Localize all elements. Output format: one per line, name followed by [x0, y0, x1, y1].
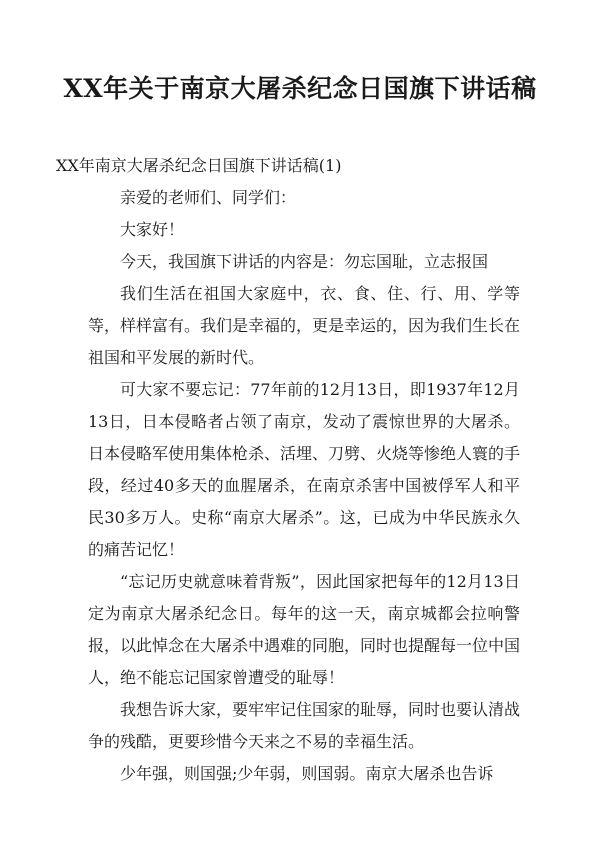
paragraph-history: 可大家不要忘记：77年前的12月13日，即1937年12月13日，日本侵略者占领了南京，发动了震惊世界的大屠杀。日本侵略军使用集体枪杀、活埋、刀劈、火烧等惨绝人寰的手段，经过40多天的血腥屠杀，在南京杀害中国被俘军人和平民30多万人。史称“南京大屠杀”。这，已成为中华民族永久的痛苦记忆！ — [88, 380, 521, 559]
greeting-line: 亲爱的老师们、同学们： — [120, 188, 297, 207]
paragraph-topic: 今天，我国旗下讲话的内容是：勿忘国耻，立志报国 — [120, 252, 489, 271]
document-subtitle: XX年南京大屠杀纪念日国旗下讲话稿(1) — [56, 156, 342, 175]
paragraph-remember: 我想告诉大家，要牢牢记住国家的耻辱，同时也要认清战争的残酷，更要珍惜今天来之不易的幸福生活。 — [88, 700, 521, 751]
hello-line: 大家好！ — [120, 220, 185, 239]
paragraph-happiness: 我们生活在祖国大家庭中，衣、食、住、行、用、学等等，样样富有。我们是幸福的，更是幸运的，因为我们生长在祖国和平发展的新时代。 — [88, 284, 521, 367]
document-title: XX年关于南京大屠杀纪念日国旗下讲话稿 — [63, 74, 537, 103]
paragraph-memorial-day: “忘记历史就意味着背叛”，因此国家把每年的12月13日定为南京大屠杀纪念日。每年的这一天，南京城都会拉响警报，以此悼念在大屠杀中遇难的同胞，同时也提醒每一位中国人，绝不能忘记国家曾遭受的耻辱！ — [88, 572, 521, 687]
paragraph-youth: 少年强，则国强;少年弱，则国弱。南京大屠杀也告诉 — [120, 764, 494, 783]
document-body — [56, 150, 521, 790]
